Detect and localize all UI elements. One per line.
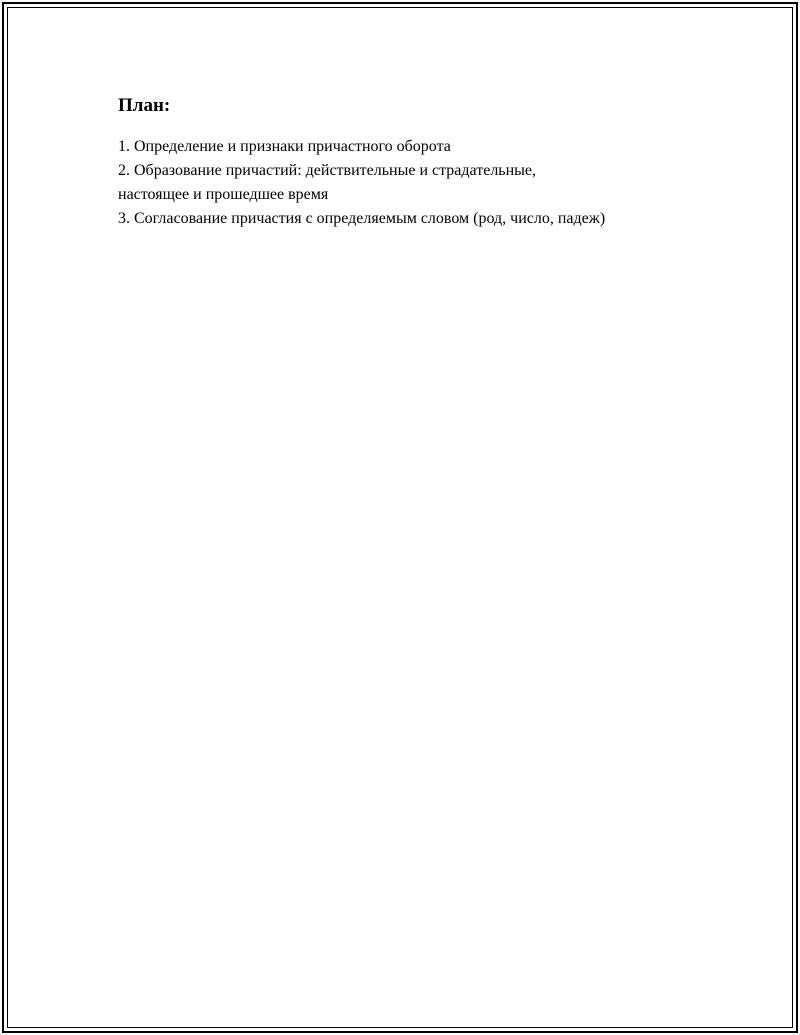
plan-item-3 xyxy=(118,207,718,231)
plan-item-2 xyxy=(118,159,718,207)
plan-item-1-line-1: 1. Определение и признаки причастного оборота xyxy=(118,138,451,155)
plan-item-2-line-1: 2. Образование причастий: действительные и страдательные, xyxy=(118,162,537,179)
plan-list xyxy=(118,135,718,231)
document-content xyxy=(118,93,718,231)
plan-item-3-line-1: 3. Согласование причастия с определяемым словом (род, число, падеж) xyxy=(118,210,606,227)
plan-item-2-line-2: настоящее и прошедшее время xyxy=(118,186,329,203)
plan-item-1 xyxy=(118,135,718,159)
plan-heading: План: xyxy=(118,95,171,116)
